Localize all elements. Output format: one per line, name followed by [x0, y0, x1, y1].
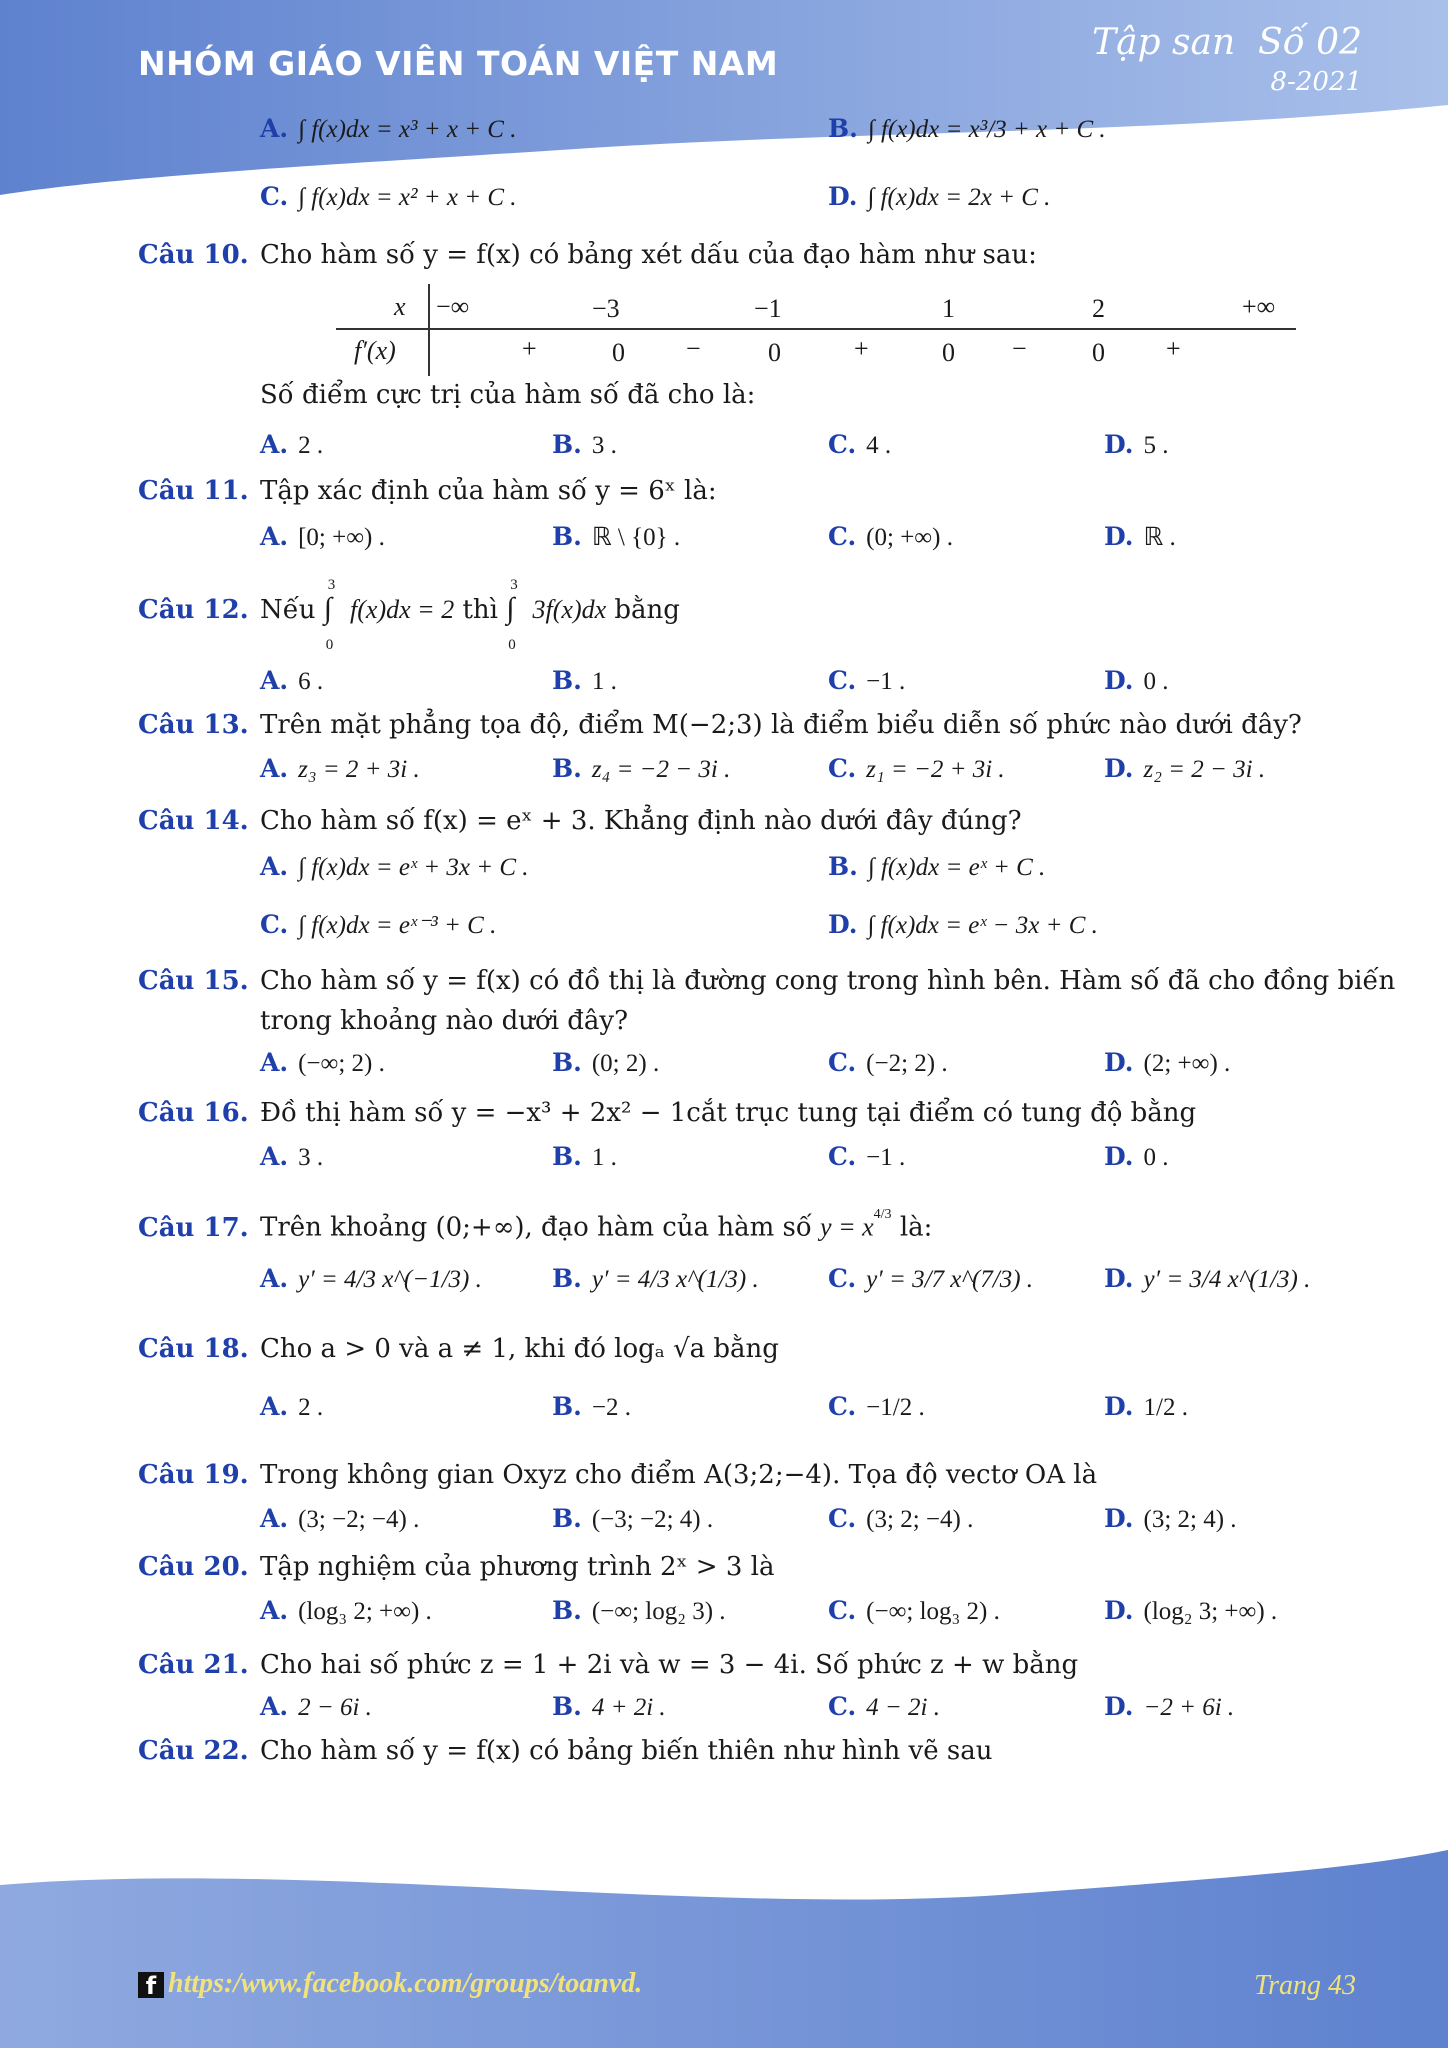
q15-option-b: B. (0; 2) .: [552, 1048, 660, 1077]
q9-option-c: C. ∫ f(x)dx = x² + x + C .: [260, 182, 517, 211]
table-vline: [428, 284, 430, 376]
q11-option-c: C. (0; +∞) .: [828, 522, 953, 551]
table-sign: 0: [1092, 338, 1105, 367]
q19-stem: Câu 19. Trong không gian Oxyz cho điểm A(3;2;−4). Tọa độ vectơ OA là: [138, 1460, 1098, 1490]
q14-option-b: B. ∫ f(x)dx = eˣ + C .: [828, 852, 1046, 881]
table-x-value: −3: [592, 294, 620, 323]
q19-option-c: C. (3; 2; −4) .: [828, 1504, 974, 1533]
q21-option-d: D. −2 + 6i .: [1104, 1692, 1235, 1721]
q21-option-b: B. 4 + 2i .: [552, 1692, 666, 1721]
q11-option-d: D. ℝ .: [1104, 522, 1176, 551]
q18-option-a: A. 2 .: [260, 1392, 324, 1421]
q18-option-c: C. −1/2 .: [828, 1392, 925, 1421]
q18-stem: Câu 18. Cho a > 0 và a ≠ 1, khi đó logₐ √a bằng: [138, 1334, 779, 1364]
table-sign: 0: [768, 338, 781, 367]
magazine-badge: [1092, 22, 1362, 97]
q17-option-c: C. y′ = 3/7 x^(7/3) .: [828, 1264, 1034, 1293]
issue-number: Số 02: [1258, 22, 1362, 63]
q12-option-d: D. 0 .: [1104, 666, 1169, 695]
facebook-icon: f: [138, 1972, 164, 1998]
table-sign: 0: [612, 338, 625, 367]
q9-option-d: D. ∫ f(x)dx = 2x + C .: [828, 182, 1051, 211]
q21-option-c: C. 4 − 2i .: [828, 1692, 940, 1721]
q17-option-d: D. y′ = 3/4 x^(1/3) .: [1104, 1264, 1311, 1293]
q15-stem: Câu 15. Cho hàm số y = f(x) có đồ thị là đường cong trong hình bên. Hàm số đã cho đồng biến: [138, 966, 1396, 996]
q18-option-b: B. −2 .: [552, 1392, 631, 1421]
q14-option-d: D. ∫ f(x)dx = eˣ − 3x + C .: [828, 910, 1098, 939]
q16-option-d: D. 0 .: [1104, 1142, 1169, 1171]
q12-option-a: A. 6 .: [260, 666, 324, 695]
table-x-value: −∞: [436, 292, 470, 321]
table-x-value: 2: [1092, 294, 1105, 323]
issue-date: 8-2021: [1270, 67, 1362, 97]
footer-link-text: https:/www.facebook.com/groups/toanvd.: [168, 1968, 643, 1999]
q15-option-d: D. (2; +∞) .: [1104, 1048, 1231, 1077]
q21-stem: Câu 21. Cho hai số phức z = 1 + 2i và w = 3 − 4i. Số phức z + w bằng: [138, 1650, 1079, 1680]
q13-option-c: C. z₁ = −2 + 3i .: [828, 754, 1005, 783]
q20-option-a: A. (log₃ 2; +∞) .: [260, 1596, 432, 1625]
q17-stem: Câu 17. Trên khoảng (0;+∞), đạo hàm của hàm số $y = x^{4/3}$ là:: [138, 1207, 933, 1243]
q10-option-b: B. 3 .: [552, 430, 617, 459]
table-sign: +: [1166, 334, 1181, 363]
q10-stem: Câu 10. Cho hàm số y = f(x) có bảng xét dấu của đạo hàm như sau:: [138, 240, 1037, 270]
q20-stem: Câu 20. Tập nghiệm của phương trình 2ˣ > 3 là: [138, 1552, 775, 1582]
q11-stem: Câu 11. Tập xác định của hàm số y = 6ˣ là:: [138, 476, 717, 506]
q19-option-d: D. (3; 2; 4) .: [1104, 1504, 1237, 1533]
q19-option-a: A. (3; −2; −4) .: [260, 1504, 420, 1533]
q11-option-b: B. ℝ \ {0} .: [552, 522, 681, 551]
q20-option-d: D. (log₂ 3; +∞) .: [1104, 1596, 1278, 1625]
table-sign: +: [522, 334, 537, 363]
q10-option-a: A. 2 .: [260, 430, 324, 459]
q20-option-c: C. (−∞; log₃ 2) .: [828, 1596, 1000, 1625]
q13-option-a: A. z₃ = 2 + 3i .: [260, 754, 420, 783]
table-sign: −: [686, 334, 701, 363]
table-sign: −: [1012, 334, 1027, 363]
table-hline: [336, 328, 1296, 330]
q17-option-b: B. y′ = 4/3 x^(1/3) .: [552, 1264, 759, 1293]
q15-option-c: C. (−2; 2) .: [828, 1048, 948, 1077]
q14-stem: Câu 14. Cho hàm số f(x) = eˣ + 3. Khẳng định nào dưới đây đúng?: [138, 806, 1022, 836]
q10-option-d: D. 5 .: [1104, 430, 1169, 459]
q12-stem: Câu 12. Nếu 3 ∫ 0 f(x)dx = 2 thì 3 ∫ 0 3f(x)dx bằng: [138, 577, 680, 653]
q14-option-c: C. ∫ f(x)dx = eˣ⁻³ + C .: [260, 910, 497, 939]
table-x-value: −1: [754, 294, 782, 323]
facebook-group-link[interactable]: [138, 1968, 642, 2000]
q10-question: Số điểm cực trị của hàm số đã cho là:: [260, 380, 756, 410]
page-number: Trang 43: [1254, 1970, 1356, 2001]
table-row-x-label: x: [394, 292, 406, 321]
table-x-value: 1: [942, 294, 955, 323]
header-title: NHÓM GIÁO VIÊN TOÁN VIỆT NAM: [138, 44, 779, 83]
table-sign: +: [854, 334, 869, 363]
q15-option-a: A. (−∞; 2) .: [260, 1048, 385, 1077]
q14-option-a: A. ∫ f(x)dx = eˣ + 3x + C .: [260, 852, 529, 881]
q10-option-c: C. 4 .: [828, 430, 892, 459]
q10-sign-table: [336, 284, 1296, 380]
q12-option-c: C. −1 .: [828, 666, 906, 695]
q13-option-d: D. z₂ = 2 − 3i .: [1104, 754, 1266, 783]
q9-option-b: B. ∫ f(x)dx = x³/3 + x + C .: [828, 114, 1106, 143]
table-x-value: +∞: [1242, 292, 1276, 321]
table-row-fprime-label: f′(x): [354, 336, 396, 365]
q16-option-b: B. 1 .: [552, 1142, 617, 1171]
q19-option-b: B. (−3; −2; 4) .: [552, 1504, 714, 1533]
q17-option-a: A. y′ = 4/3 x^(−1/3) .: [260, 1264, 482, 1293]
q9-option-a: A. ∫ f(x)dx = x³ + x + C .: [260, 114, 517, 143]
q16-option-a: A. 3 .: [260, 1142, 324, 1171]
q15-stem-continued: trong khoảng nào dưới đây?: [260, 1006, 629, 1036]
q22-stem: Câu 22. Cho hàm số y = f(x) có bảng biến thiên như hình vẽ sau: [138, 1736, 993, 1766]
q16-option-c: C. −1 .: [828, 1142, 906, 1171]
q21-option-a: A. 2 − 6i .: [260, 1692, 372, 1721]
q13-option-b: B. z₄ = −2 − 3i .: [552, 754, 731, 783]
q16-stem: Câu 16. Đồ thị hàm số y = −x³ + 2x² − 1cắt trục tung tại điểm có tung độ bằng: [138, 1098, 1197, 1128]
q20-option-b: B. (−∞; log₂ 3) .: [552, 1596, 726, 1625]
q13-stem: Câu 13. Trên mặt phẳng tọa độ, điểm M(−2;3) là điểm biểu diễn số phức nào dưới đây?: [138, 710, 1302, 740]
q11-option-a: A. [0; +∞) .: [260, 522, 385, 551]
q12-option-b: B. 1 .: [552, 666, 617, 695]
table-sign: 0: [942, 338, 955, 367]
q18-option-d: D. 1/2 .: [1104, 1392, 1188, 1421]
magazine-name: Tập san: [1092, 22, 1236, 63]
